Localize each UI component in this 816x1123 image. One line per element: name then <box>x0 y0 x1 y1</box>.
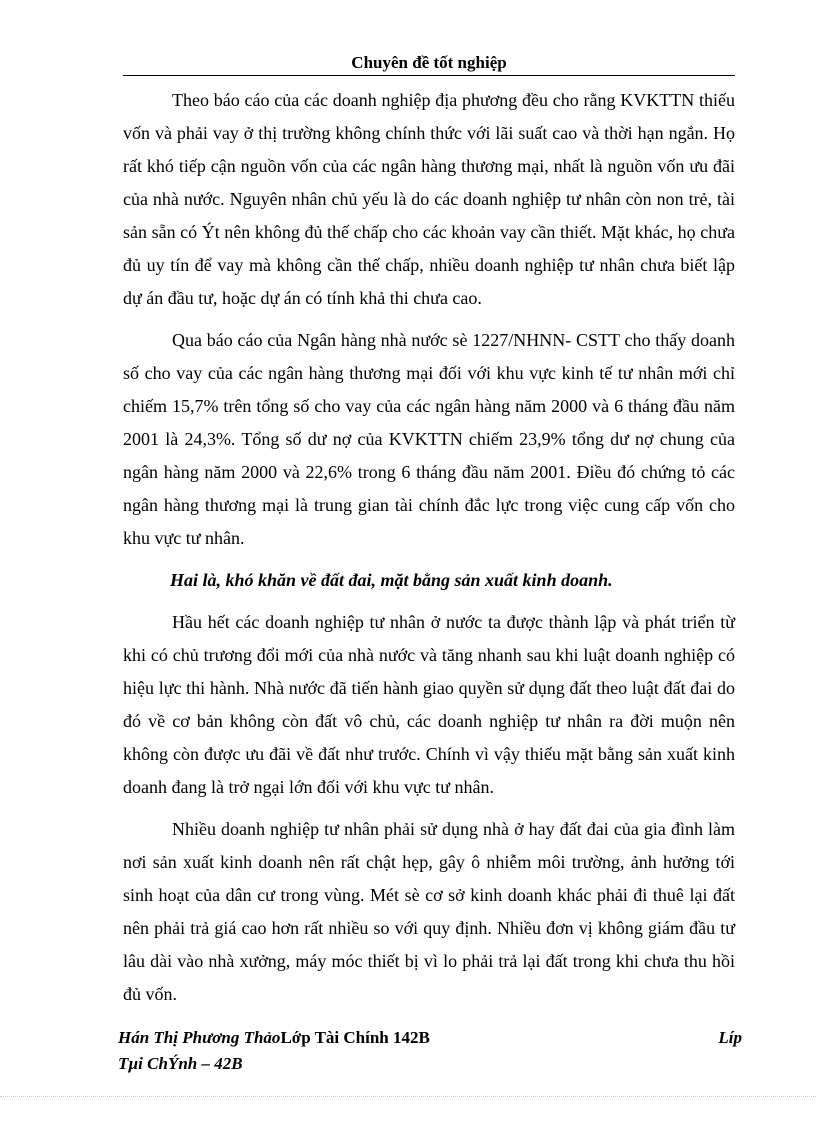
footer-class-label: Lớp Tài Chính 1 <box>280 1028 402 1047</box>
section-heading-land-difficulty: Hai là, khó khăn về đất đai, mặt bằng sản xuất kinh doanh. <box>170 570 613 590</box>
page-header-title: Chuyên đề tốt nghiệp <box>351 53 507 72</box>
document-body <box>123 84 735 1011</box>
footer-right-label: Líp <box>718 1028 742 1047</box>
footer-author: Hán Thị Phương Thảo <box>118 1028 281 1047</box>
footer-line-1 <box>118 1025 742 1051</box>
paragraph-production-space: Nhiều doanh nghiệp tư nhân phải sử dụng nhà ở hay đất đai của gia đình làm nơi sản xuất kinh doanh nên rất chật hẹp, gây ô nhiễm môi trường, ảnh hưởng tới sinh hoạt của dân cư trong vùng. Mét sè cơ sở kinh doanh khác phải đi thuê lại đất nên phải trả giá cao hơn rất nhiều so với quy định. Nhiều đơn vị không giám đầu tư lâu dài vào nhà xưởng, máy móc thiết bị vì lo phải trả lại đất trong khi chưa thu hồi đủ vốn. <box>123 819 735 1004</box>
footer-left-text <box>118 1025 430 1051</box>
footer-line-2 <box>118 1051 742 1077</box>
paragraph-capital-shortage: Theo báo cáo của các doanh nghiệp địa phương đều cho rằng KVKTTN thiếu vốn và phải vay ở thị trường không chính thức với lãi suất cao và thời hạn ngắn. Họ rất khó tiếp cận nguồn vốn của các ngân hàng thương mại, nhất là nguồn vốn ưu đãi của nhà nước. Nguyên nhân chủ yếu là do các doanh nghiệp tư nhân còn non trẻ, tài sản sẵn có Ýt nên không đủ thế chấp cho các khoản vay cần thiết. Mặt khác, họ chưa đủ uy tín để vay mà không cần thế chấp, nhiều doanh nghiệp tư nhân chưa biết lập dự án đầu tư, hoặc dự án có tính khả thi chưa cao. <box>123 90 735 308</box>
paragraph-bank-report: Qua báo cáo của Ngân hàng nhà nước sè 1227/NHNN- CSTT cho thấy doanh số cho vay của các ngân hàng thương mại đối với khu vực kinh tế tư nhân mới chỉ chiếm 15,7% trên tổng số cho vay của các ngân hàng năm 2000 và 6 tháng đầu năm 2001 là 24,3%. Tổng số dư nợ của KVKTTN chiếm 23,9% tổng dư nợ chung của ngân hàng năm 2000 và 22,6% trong 6 tháng đầu năm 2001. Điều đó chứng tỏ các ngân hàng thương mại là trung gian tài chính đắc lực trong việc cung cấp vốn cho khu vực tư nhân. <box>123 330 735 548</box>
paragraph-land-allocation: Hầu hết các doanh nghiệp tư nhân ở nước ta được thành lập và phát triển từ khi có chủ trương đổi mới của nhà nước và tăng nhanh sau khi luật doanh nghiệp có hiệu lực thi hành. Nhà nước đã tiến hành giao quyền sử dụng đất theo luật đất đai do đó về cơ bản không còn đất vô chủ, các doanh nghiệp tư nhân ra đời muộn nên không còn được ưu đãi về đất như trước. Chính vì vậy thiếu mặt bằng sản xuất kinh doanh đang là trở ngại lớn đối với khu vực tư nhân. <box>123 612 735 797</box>
footer-class-code: 42B <box>401 1028 430 1047</box>
page-footer <box>118 1025 742 1077</box>
header-divider <box>123 75 735 76</box>
footer-line-2-text: Tµi ChÝnh – 42B <box>118 1054 243 1073</box>
page-bottom-border <box>0 1096 816 1097</box>
